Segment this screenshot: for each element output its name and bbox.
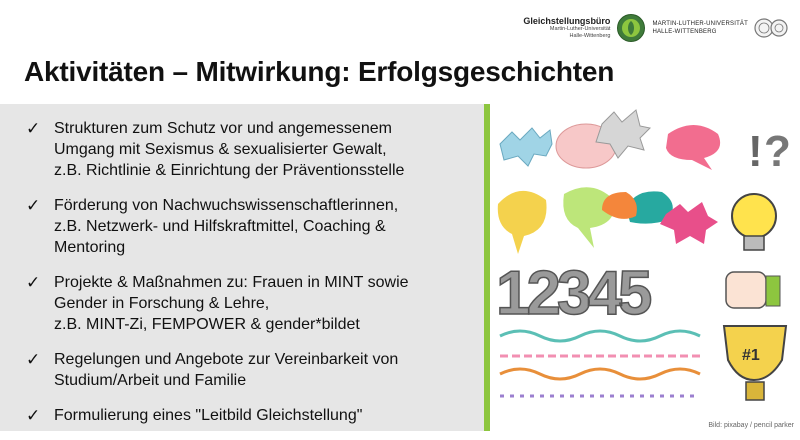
check-icon: ✓ [26,196,41,215]
university-line1: MARTIN-LUTHER-UNIVERSITÄT [652,21,748,27]
office-logo-text [523,16,610,40]
university-seal-icon [754,13,788,43]
check-icon: ✓ [26,350,41,369]
speech-bubble-magenta-icon [666,125,720,170]
bullet-line: Strukturen zum Schutz vor und angemessenem [54,120,392,137]
lightbulb-base [744,236,764,250]
header [0,0,800,104]
office-sub1: Martin-Luther-Universität [549,26,611,32]
bullet-line: Förderung von Nachwuchswissenschaftlerinnen, [54,197,399,214]
bullet-item [26,195,476,258]
office-logo-icon [616,13,646,43]
border-teal [500,331,700,341]
bullet-line: Projekte & Maßnahmen zu: Frauen in MINT sowie [54,274,409,291]
page-title: Aktivitäten – Mitwirkung: Erfolgsgeschichten [24,56,615,87]
speech-bubble-green-icon [563,187,614,248]
check-icon: ✓ [26,119,41,138]
university-line2: HALLE-WITTENBERG [652,29,717,35]
image-credit: Bild: pixabay / pencil parker [708,422,794,429]
bullet-item [26,118,476,181]
university-name [652,20,748,36]
bullet-item [26,272,476,335]
question-icon: ? [764,127,791,176]
check-icon: ✓ [26,273,41,292]
bullet-line: z.B. MINT-Zi, FEMPOWER & gender*bildet [54,316,360,333]
numbers-doodle: 12345 [496,259,649,328]
trophy-label: #1 [742,347,760,364]
logo-block [523,10,788,46]
bullet-line: Umgang mit Sexismus & sexualisierter Gewalt, [54,141,387,158]
office-sub2: Halle-Wittenberg [569,33,611,39]
bullet-item [26,349,476,391]
bullet-line: z.B. Richtlinie & Einrichtung der Präventionsstelle [54,162,405,179]
trophy-stem [746,382,764,400]
bullet-list [26,118,476,440]
thumbs-up-cuff [766,276,780,306]
bullet-line: Studium/Arbeit und Familie [54,372,247,389]
lightbulb-icon [732,194,776,238]
bullet-line: Mentoring [54,239,126,256]
office-name: Gleichstellungsbüro [523,16,611,26]
illustration-panel [490,104,800,431]
doodle-illustration [490,104,800,431]
bullet-line: Formulierung eines "Leitbild Gleichstellung" [54,407,363,424]
speech-bubble-yellow-icon [498,191,547,254]
bullet-item [26,405,476,426]
thumbs-up-icon [726,272,766,308]
speech-bubble-blue-icon [500,128,552,166]
bullet-line: z.B. Netzwerk- und Hilfskraftmittel, Coaching & [54,218,386,235]
bullet-line: Regelungen und Angebote zur Vereinbarkeit von [54,351,399,368]
border-orange [500,369,700,379]
check-icon: ✓ [26,406,41,425]
bullet-line: Gender in Forschung & Lehre, [54,295,270,312]
exclamation-icon: ! [748,127,763,176]
